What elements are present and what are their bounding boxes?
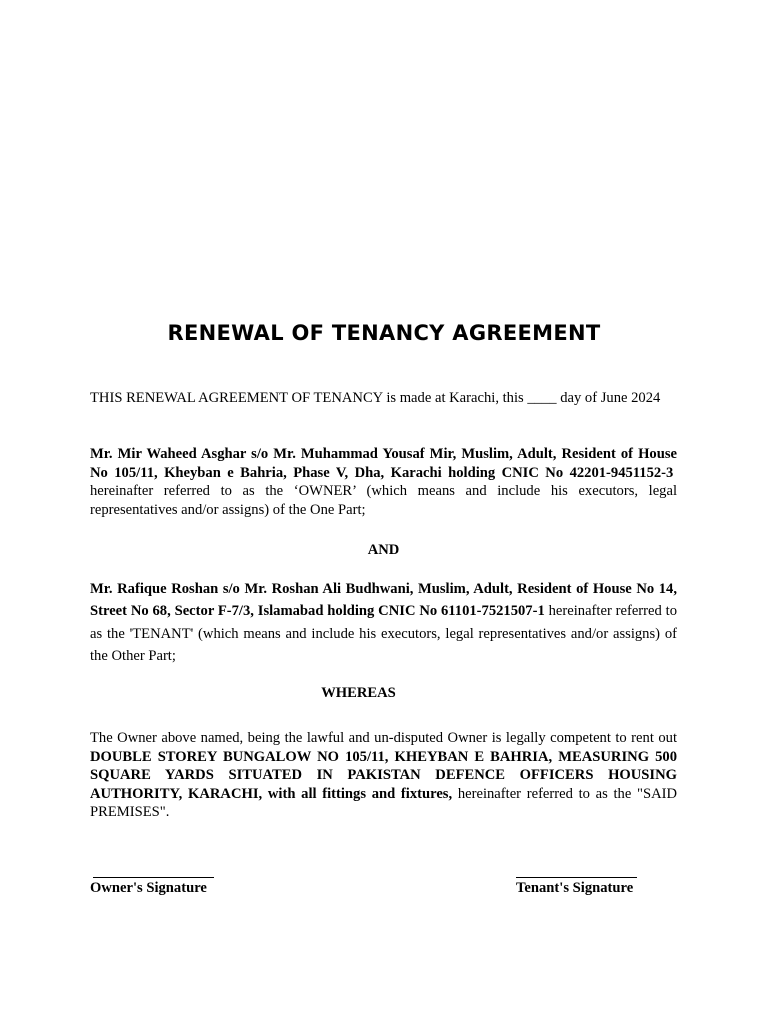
owner-signature-line: [93, 862, 214, 878]
whereas-heading: WHEREAS: [321, 685, 396, 701]
premises-lead: The Owner above named, being the lawful and un-disputed Owner is legally competent to rent out: [90, 730, 677, 746]
tenant-paragraph: [90, 578, 677, 667]
document-title: RENEWAL OF TENANCY AGREEMENT: [167, 321, 601, 345]
tenant-signature-label: Tenant's Signature: [516, 880, 634, 896]
owner-signature-block: [90, 862, 214, 897]
and-heading: AND: [367, 542, 400, 558]
tenant-details: Mr. Rafique Roshan s/o Mr. Roshan Ali Budhwani, Muslim, Adult, Resident of House No 14, Street No 68, Sector F-7/3, Islamabad holding CNIC No 61101-7521507-1: [90, 581, 677, 620]
tenant-signature-line: [516, 862, 637, 878]
owner-paragraph: [90, 445, 677, 519]
premises-paragraph: [90, 729, 677, 822]
tenant-clause: hereinafter referred to as the 'TENANT' (which means and include his executors, legal representatives and/or assigns) of the Other Part;: [90, 603, 677, 664]
owner-clause: hereinafter referred to as the ‘OWNER’ (which means and include his executors, legal representatives and/or assigns) of the One Part;: [90, 483, 677, 518]
tenant-signature-block: [516, 862, 637, 897]
premises-clause: hereinafter referred to as the "SAID PREMISES".: [90, 785, 678, 820]
intro-paragraph: THIS RENEWAL AGREEMENT OF TENANCY is made at Karachi, this ____ day of June 2024: [90, 390, 661, 406]
premises-description: DOUBLE STOREY BUNGALOW NO 105/11, KHEYBAN E BAHRIA, MEASURING 500 SQUARE YARDS SITUATED IN PAKISTAN DEFENCE OFFICERS HOUSING AUTHORITY, KARACHI, with all fittings and fixtures,: [90, 748, 677, 802]
owner-details: Mr. Mir Waheed Asghar s/o Mr. Muhammad Yousaf Mir, Muslim, Adult, Resident of House No 105/11, Kheyban e Bahria, Phase V, Dha, Karachi holding CNIC No 42201-9451152-3: [90, 446, 677, 481]
owner-signature-label: Owner's Signature: [90, 880, 207, 896]
